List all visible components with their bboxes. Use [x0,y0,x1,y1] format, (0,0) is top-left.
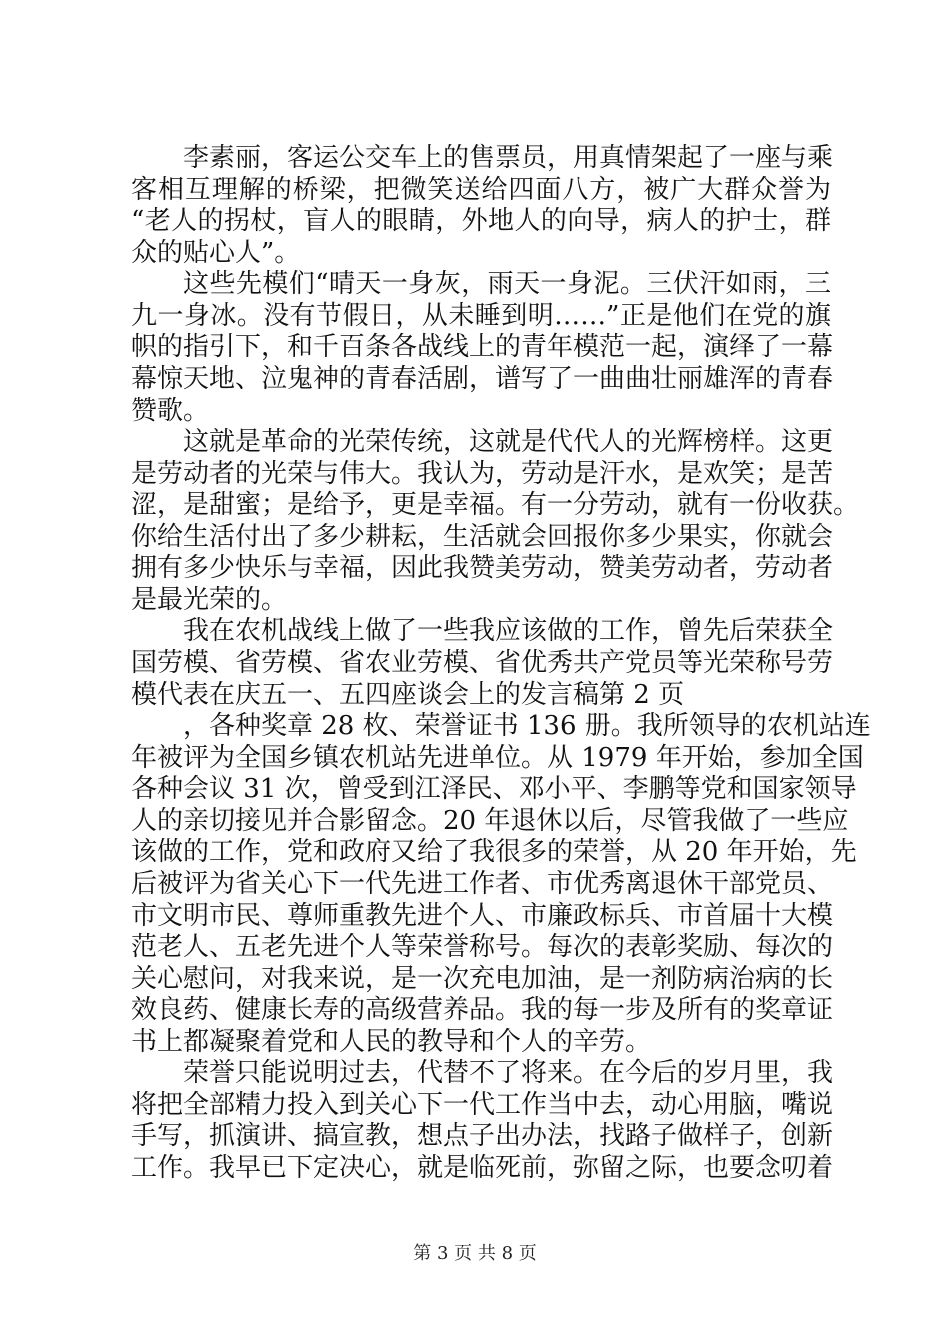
text-line: 幕惊天地、泣鬼神的青春活剧，谱写了一曲曲壮丽雄浑的青春 [131,364,834,394]
text-line: 市文明市民、尊师重教先进个人、市廉政标兵、市首届十大模 [131,901,834,931]
text-line: 是劳动者的光荣与伟大。我认为，劳动是汗水，是欢笑；是苦 [131,459,834,489]
text-line: 赞歌。 [131,396,210,426]
text-line: ，各种奖章 28 枚、荣誉证书 136 册。我所领导的农机站连 [183,711,871,741]
text-line: 各种会议 31 次，曾受到江泽民、邓小平、李鹏等党和国家领导 [131,774,857,804]
text-line: 李素丽，客运公交车上的售票员，用真情架起了一座与乘 [183,143,834,173]
page-number-footer: 第 3 页 共 8 页 [413,1243,537,1264]
text-line: 后被评为省关心下一代先进工作者、市优秀离退休干部党员、 [131,869,834,899]
text-line: 九一身冰。没有节假日，从未睡到明……”正是他们在党的旗 [131,301,831,331]
text-line: 你给生活付出了多少耕耘，生活就会回报你多少果实，你就会 [131,522,834,552]
text-line: “老人的拐杖，盲人的眼睛，外地人的向导，病人的护士，群 [131,206,831,236]
text-line: 书上都凝聚着党和人民的教导和个人的辛劳。 [131,1027,652,1057]
text-line: 客相互理解的桥梁，把微笑送给四面八方，被广大群众誉为 [131,175,831,205]
text-line: 涩，是甜蜜；是给予，更是幸福。有一分劳动，就有一份收获。 [131,490,860,520]
text-line: 是最光荣的。 [131,585,288,615]
text-line: 这就是革命的光荣传统，这就是代代人的光辉榜样。这更 [183,427,834,457]
text-line: 该做的工作，党和政府又给了我很多的荣誉，从 20 年开始，先 [131,837,857,867]
text-line: 帜的指引下，和千百条各战线上的青年模范一起，演绎了一幕 [131,332,834,362]
text-line: 效良药、健康长寿的高级营养品。我的每一步及所有的奖章证 [131,995,834,1025]
text-line: 我在农机战线上做了一些我应该做的工作，曾先后荣获全 [183,616,834,646]
text-line: 工作。我早已下定决心，就是临死前，弥留之际，也要念叨着 [131,1153,834,1183]
text-line: 将把全部精力投入到关心下一代工作当中去，动心用脑，嘴说 [131,1090,834,1120]
text-line: 拥有多少快乐与幸福，因此我赞美劳动，赞美劳动者，劳动者 [131,553,834,583]
text-line: 年被评为全国乡镇农机站先进单位。从 1979 年开始，参加全国 [131,743,864,773]
text-line: 人的亲切接见并合影留念。20 年退休以后，尽管我做了一些应 [131,806,849,836]
text-line: 模代表在庆五一、五四座谈会上的发言稿第 2 页 [131,680,685,710]
text-line: 荣誉只能说明过去，代替不了将来。在今后的岁月里，我 [183,1058,834,1088]
text-line: 关心慰问，对我来说，是一次充电加油，是一剂防病治病的长 [131,964,834,994]
text-line: 国劳模、省劳模、省农业劳模、省优秀共产党员等光荣称号劳 [131,648,834,678]
text-line: 众的贴心人”。 [131,238,301,268]
text-line: 范老人、五老先进个人等荣誉称号。每次的表彰奖励、每次的 [131,932,834,962]
text-line: 这些先模们“晴天一身灰，雨天一身泥。三伏汗如雨，三 [183,269,831,299]
text-line: 手写，抓演讲、搞宣教，想点子出办法，找路子做样子，创新 [131,1121,834,1151]
